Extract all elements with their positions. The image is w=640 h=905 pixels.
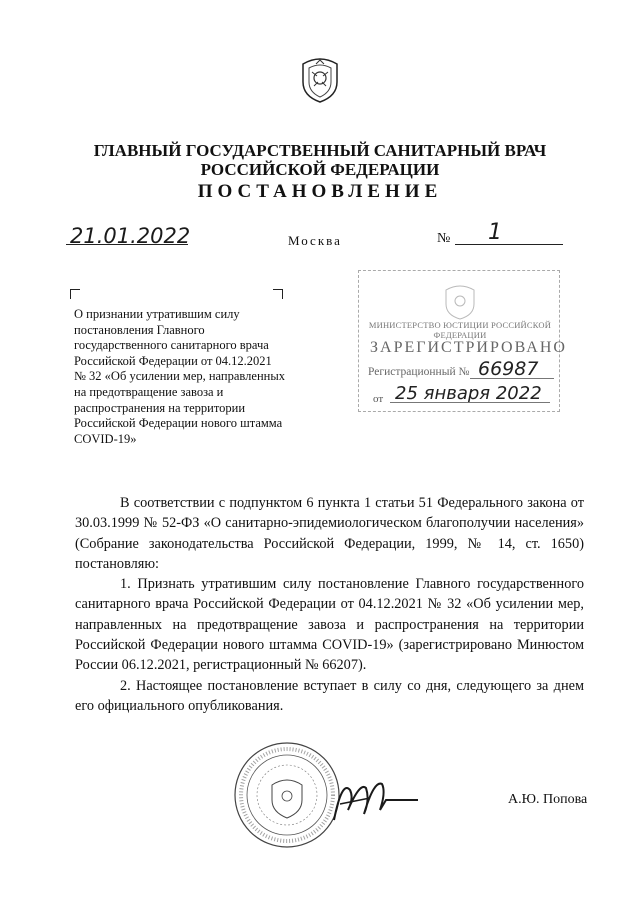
stamp-date: 25 января 2022 <box>395 383 542 404</box>
date-underline <box>66 244 188 245</box>
document-date: 21.01.2022 <box>70 224 191 248</box>
stamp-reg-number: 66987 <box>478 358 539 380</box>
subject-line: Российской Федерации нового штамма <box>74 416 283 431</box>
subject-line: № 32 «Об усилении мер, направленных <box>74 369 285 384</box>
stamp-number-underline <box>470 378 554 379</box>
document-body <box>75 493 584 716</box>
subject-line: COVID-19» <box>74 431 137 446</box>
number-sign: № <box>437 231 451 246</box>
stamp-reg-label: Регистрационный № <box>368 366 470 378</box>
stamp-date-underline <box>390 402 550 403</box>
body-paragraph: В соответствии с подпунктом 6 пункта 1 статьи 51 Федерального закона от 30.03.1999 № 52-ФЗ «О санитарно-эпидемиологическом благополучии населения» (Собрание законодательства Российской Федерации, 1999, № 14, ст. 1650) постановляю: <box>75 495 584 572</box>
authority-subtitle: РОССИЙСКОЙ ФЕДЕРАЦИИ <box>200 160 440 179</box>
stamp-ministry: МИНИСТЕРСТВО ЮСТИЦИИ РОССИЙСКОЙ ФЕДЕРАЦИИ <box>368 320 552 340</box>
subject-line: Российской Федерации от 04.12.2021 <box>74 353 272 368</box>
authority-title: ГЛАВНЫЙ ГОСУДАРСТВЕННЫЙ САНИТАРНЫЙ ВРАЧ <box>93 141 547 160</box>
number-underline <box>455 244 563 245</box>
subject-bracket-left <box>70 289 80 299</box>
stamp-registered: ЗАРЕГИСТРИРОВАНО <box>370 339 567 356</box>
subject-line: государственного санитарного врача <box>74 338 269 353</box>
body-paragraph: 2. Настоящее постановление вступает в силу со дня, следующего за днем его официального опубликования. <box>75 677 584 714</box>
subject-line: распространения на территории <box>74 400 246 415</box>
signer-name: А.Ю. Попова <box>508 792 588 807</box>
document-city: Москва <box>288 233 342 248</box>
subject-line: на предотвращение завоза и <box>74 384 224 399</box>
coat-of-arms-emblem <box>295 52 345 104</box>
subject-line: постановления Главного <box>74 322 205 337</box>
stamp-emblem-icon <box>440 280 480 320</box>
subject-line: О признании утратившим силу <box>74 307 240 321</box>
body-paragraph: 1. Признать утратившим силу постановление Главного государственного санитарного врача Российской Федерации от 04.12.2021 № 32 «Об усилении мер, направленных на предотвращение завоза и распространения на территории Российской Федерации нового штамма COVID-19» (зарегистрировано Минюстом России 06.12.2021, регистрационный № 66207). <box>75 576 584 674</box>
subject-block <box>74 307 290 447</box>
official-seal <box>232 740 342 850</box>
document-number: 1 <box>488 220 502 245</box>
subject-bracket-right <box>273 289 283 299</box>
document-type: ПОСТАНОВЛЕНИЕ <box>197 181 443 202</box>
handwritten-signature <box>330 770 420 830</box>
stamp-date-prefix: от <box>373 393 384 405</box>
